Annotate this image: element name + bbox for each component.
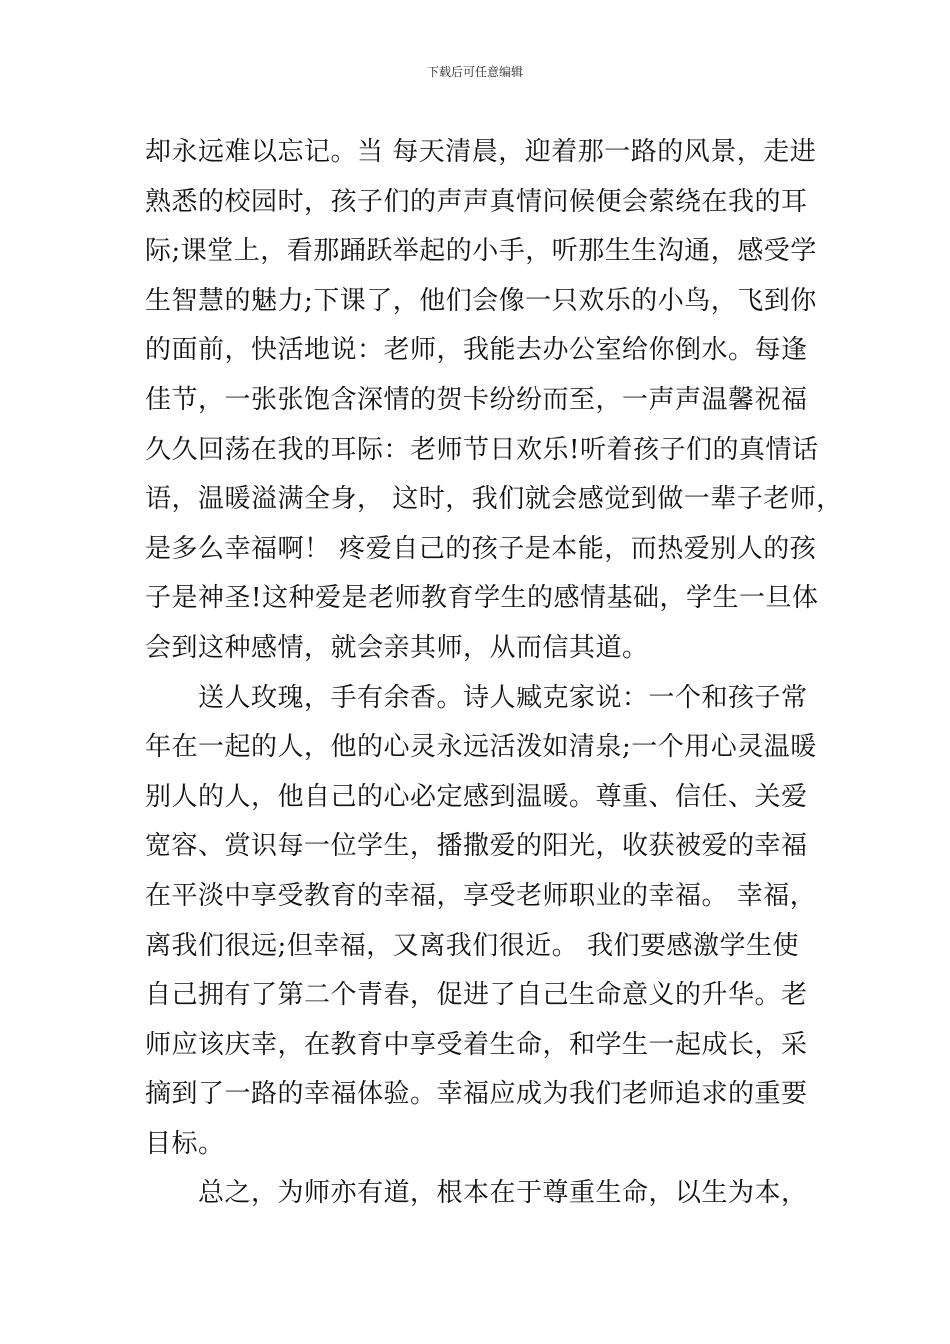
text-line: 宽容、赏识每一位学生，播撒爱的阳光，收获被爱的幸福	[145, 831, 808, 862]
text-line: 会到这种感情，就会亲其师，从而信其道。	[145, 632, 649, 663]
text-line: 的面前，快活地说：老师，我能去办公室给你倒水。每逢	[145, 335, 808, 366]
text-line: 子是神圣!这种爱是老师教育学生的感情基础，学生一旦体	[145, 583, 819, 614]
text-line: 年在一起的人，他的心灵永远活泼如清泉;一个用心灵温暖	[145, 732, 817, 763]
paragraph-start-line: 送人玫瑰，手有余香。诗人臧克家说：一个和孩子常	[145, 682, 808, 713]
text-line: 师应该庆幸，在教育中享受着生命，和学生一起成长，采	[145, 1029, 808, 1060]
page-header: 下载后可任意编辑	[426, 65, 523, 79]
text-line: 久久回荡在我的耳际：老师节日欢乐!听着孩子们的真情话	[145, 434, 819, 465]
text-line: 际;课堂上，看那踊跃举起的小手，听那生生沟通，感受学	[145, 236, 817, 267]
text-line: 生智慧的魅力;下课了，他们会像一只欢乐的小鸟，飞到你	[145, 285, 817, 316]
text-line: 熟悉的校园时，孩子们的声声真情问候便会萦绕在我的耳	[145, 186, 808, 217]
text-line: 在平淡中享受教育的幸福，享受老师职业的幸福。 幸福，	[145, 880, 817, 911]
text-line: 摘到了一路的幸福体验。幸福应成为我们老师追求的重要	[145, 1079, 808, 1110]
text-line: 自己拥有了第二个青春，促进了自己生命意义的升华。老	[145, 980, 808, 1011]
text-line: 目标。	[145, 1128, 225, 1159]
text-line: 别人的人，他自己的心必定感到温暖。尊重、信任、关爱	[145, 781, 808, 812]
text-line: 离我们很远;但幸福，又离我们很近。 我们要感激学生使	[145, 930, 800, 961]
document-body	[145, 128, 843, 1219]
paragraph-start-line: 总之，为师亦有道，根本在于尊重生命，以生为本，	[145, 1178, 808, 1209]
text-line: 佳节，一张张饱含深情的贺卡纷纷而至，一声声温馨祝福	[145, 384, 808, 415]
text-line: 语，温暖溢满全身， 这时，我们就会感觉到做一辈子老师，	[145, 484, 843, 515]
text-line: 却永远难以忘记。当 每天清晨，迎着那一路的风景，走进	[145, 137, 817, 167]
text-line: 是多么幸福啊！ 疼爱自己的孩子是本能，而热爱别人的孩	[145, 533, 817, 564]
